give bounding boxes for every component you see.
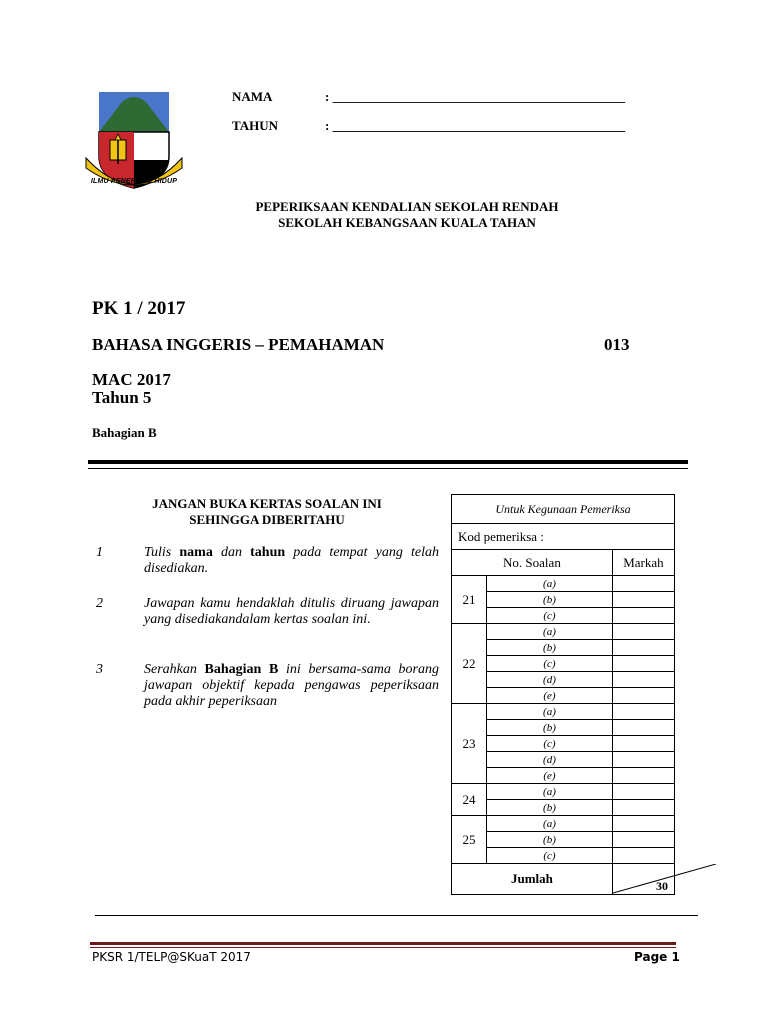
divider-thin: [88, 468, 688, 469]
sub-question: (b): [487, 800, 613, 816]
mark-cell[interactable]: [612, 784, 674, 800]
instruction-item-1: Tulis nama dan tahun pada tempat yang telah disediakan.: [144, 545, 440, 576]
jumlah-label: Jumlah: [452, 864, 613, 895]
sub-question: (a): [487, 576, 613, 592]
sub-question: (c): [487, 848, 613, 864]
mark-cell[interactable]: [612, 592, 674, 608]
question-number: 21: [452, 576, 487, 624]
question-number: 25: [452, 816, 487, 864]
divider-thick: [88, 460, 688, 464]
exam-code-title: PK 1 / 2017: [92, 298, 186, 319]
examiner-code-field[interactable]: Kod pemeriksa :: [452, 524, 675, 550]
sub-question: (c): [487, 656, 613, 672]
sub-question: (b): [487, 720, 613, 736]
field-nama-line[interactable]: : _____________________________________________: [325, 89, 626, 104]
mark-cell[interactable]: [612, 800, 674, 816]
sub-question: (d): [487, 752, 613, 768]
bold-nama: nama: [179, 545, 213, 560]
instruction-number: 1: [96, 545, 103, 560]
mark-cell[interactable]: [612, 720, 674, 736]
sub-question: (c): [487, 608, 613, 624]
question-number: 23: [452, 704, 487, 784]
mark-cell[interactable]: [612, 640, 674, 656]
table-title: Untuk Kegunaan Pemeriksa: [452, 495, 675, 524]
col-header-markah: Markah: [612, 550, 674, 576]
sub-question: (e): [487, 768, 613, 784]
bold-tahun: tahun: [250, 545, 286, 560]
exam-subject-code: 013: [604, 335, 630, 354]
question-number: 24: [452, 784, 487, 816]
instruction-heading-1: JANGAN BUKA KERTAS SOALAN INI: [152, 496, 382, 511]
bottom-divider: [95, 915, 698, 916]
question-number: 22: [452, 624, 487, 704]
instruction-number: 2: [96, 596, 103, 611]
instruction-item-3: Serahkan Bahagian B ini bersama-sama borang jawapan objektif kepada pengawas peperiksaan pada akhir peperiksaan: [144, 662, 440, 709]
sub-question: (a): [487, 816, 613, 832]
school-title-1: PEPERIKSAAN KENDALIAN SEKOLAH RENDAH: [255, 199, 559, 214]
mark-cell[interactable]: [612, 736, 674, 752]
footer-left: PKSR 1/TELP@SKuaT 2017: [92, 950, 251, 964]
mark-cell[interactable]: [612, 832, 674, 848]
mark-cell[interactable]: [612, 656, 674, 672]
sub-question: (a): [487, 784, 613, 800]
crest-motto: ILMU PENERANG HIDUP: [90, 178, 178, 185]
school-title-2: SEKOLAH KEBANGSAAN KUALA TAHAN: [278, 215, 536, 230]
sub-question: (a): [487, 624, 613, 640]
col-header-soalan: No. Soalan: [452, 550, 613, 576]
mark-cell[interactable]: [612, 608, 674, 624]
exam-subject: BAHASA INGGERIS – PEMAHAMAN: [92, 335, 385, 354]
exam-month: MAC 2017: [92, 370, 171, 389]
mark-cell[interactable]: [612, 768, 674, 784]
footer-rule-thin: [90, 947, 676, 948]
sub-question: (b): [487, 640, 613, 656]
sub-question: (e): [487, 688, 613, 704]
mark-cell[interactable]: [612, 672, 674, 688]
sub-question: (d): [487, 672, 613, 688]
bold-bahagian-b: Bahagian B: [204, 662, 279, 677]
mark-cell[interactable]: [612, 752, 674, 768]
mark-cell[interactable]: [612, 848, 674, 864]
exam-year-level: Tahun 5: [92, 388, 152, 407]
instruction-number: 3: [96, 662, 103, 677]
sub-question: (c): [487, 736, 613, 752]
mark-cell[interactable]: [612, 576, 674, 592]
field-label-nama: NAMA: [232, 89, 273, 104]
mark-cell[interactable]: [612, 624, 674, 640]
mark-cell[interactable]: [612, 704, 674, 720]
mark-cell[interactable]: [612, 688, 674, 704]
footer-page-number: Page 1: [634, 950, 680, 964]
total-marks: 30: [656, 879, 668, 893]
field-tahun-line[interactable]: : _____________________________________________: [325, 118, 626, 133]
instruction-item-2: Jawapan kamu hendaklah ditulis diruang jawapan yang disediakandalam kertas soalan ini.: [144, 596, 439, 627]
mark-cell[interactable]: [612, 816, 674, 832]
footer-rule: [90, 942, 676, 945]
examiner-marks-table: [451, 494, 675, 895]
sub-question: (b): [487, 832, 613, 848]
field-label-tahun: TAHUN: [232, 118, 278, 133]
sub-question: (b): [487, 592, 613, 608]
exam-section: Bahagian B: [92, 425, 157, 440]
instruction-heading-2: SEHINGGA DIBERITAHU: [189, 512, 345, 527]
total-cell[interactable]: [612, 864, 674, 895]
sub-question: (a): [487, 704, 613, 720]
